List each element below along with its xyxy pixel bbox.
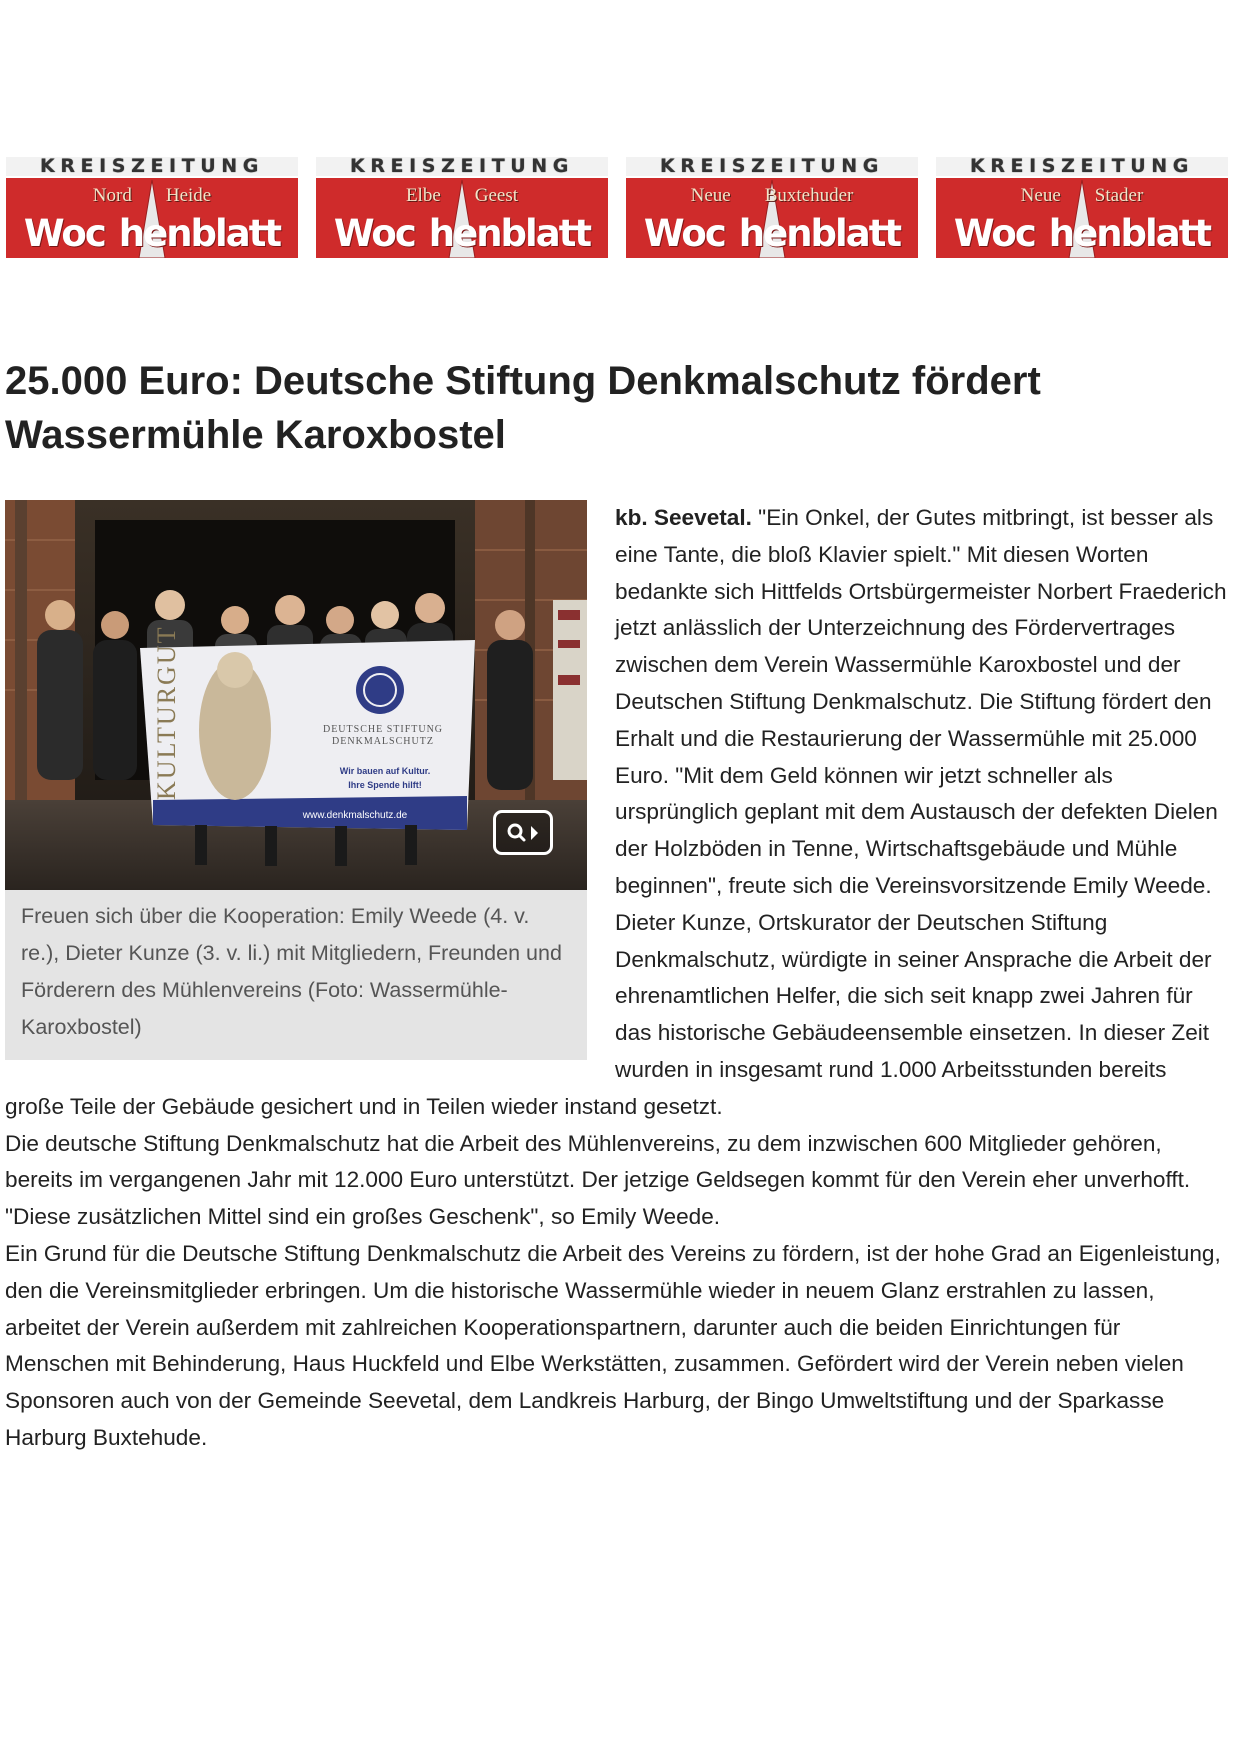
logo-region-left: Elbe: [405, 185, 441, 206]
banner-vertical-text: KULTURGUT: [152, 625, 181, 800]
article-dateline: kb. Seevetal.: [615, 505, 752, 530]
banner-slogan-line-2: Ihre Spende hilft!: [348, 780, 422, 790]
logo-elbe-geest[interactable]: [316, 157, 608, 258]
banner-name-line-1: DEUTSCHE STIFTUNG: [322, 724, 444, 735]
zoom-button[interactable]: [493, 810, 553, 855]
article-paragraph-3: Ein Grund für die Deutsche Stiftung Denkmalschutz die Arbeit des Vereins zu fördern, ist der hohe Grad an Eigenleistung, den die Vereinsmitglieder erbringen. Um die historische Wassermühle wieder in neuem Glanz erstrahlen zu lassen, arbeitet der Verein außerdem mit zahlreichen Kooperationspartnern, darunter auch die beiden Einrichtungen für Menschen mit Behinderung, Haus Huckfeld und Elbe Werkstätten, zusammen. Gefördert wird der Verein neben vielen Sponsoren auch von der Gemeinde Seevetal, dem Landkreis Harburg, der Bingo Umweltstiftung und der Sparkasse Harburg Buxtehude.: [5, 1240, 1221, 1450]
logo-region-right: Stader: [1094, 185, 1144, 206]
logo-word-right: henblatt: [738, 212, 901, 255]
logo-region-left: Neue: [1020, 185, 1061, 206]
logo-word-left: Woc: [333, 212, 415, 255]
logo-word-right: henblatt: [428, 212, 591, 255]
logo-word-left: Woc: [953, 212, 1035, 255]
logo-region-right: Heide: [165, 185, 212, 206]
logo-word-right: henblatt: [118, 212, 281, 255]
article-paragraph-2: Die deutsche Stiftung Denkmalschutz hat die Arbeit des Mühlenvereins, zu dem inzwischen 600 Mitglieder gehören, bereits im vergangenen Jahr mit 12.000 Euro unterstützt. Der jetzige Geldsegen kommt für den Verein eher unverhofft. "Diese zusätzlichen Mittel sind ein großes Geschenk", so Emily Weede.: [5, 1130, 1191, 1230]
magnifier-play-icon: [506, 822, 542, 844]
logo-word-right: henblatt: [1048, 212, 1211, 255]
logo-red-block: [936, 178, 1228, 258]
banner-name-line-2: DENKMALSCHUTZ: [332, 736, 434, 747]
logo-word-left: Woc: [643, 212, 725, 255]
logo-region-left: Neue: [690, 185, 731, 206]
photo-caption: Freuen sich über die Kooperation: Emily Weede (4. v. re.), Dieter Kunze (3. v. li.) mit Mitgliedern, Freunden und Förderern des Mühlenvereins (Foto: Wassermühle-Karoxbostel): [21, 904, 562, 1039]
logo-red-block: [6, 178, 298, 258]
article-figure: [5, 500, 587, 1060]
logo-red-block: [626, 178, 918, 258]
banner-url: www.denkmalschutz.de: [302, 810, 408, 821]
logo-neue-buxtehuder[interactable]: [626, 157, 918, 258]
article-photo[interactable]: [5, 500, 587, 890]
logo-kreiszeitung-text: KREISZEITUNG: [936, 157, 1228, 176]
article-headline: 25.000 Euro: Deutsche Stiftung Denkmalschutz fördert Wassermühle Karoxbostel: [5, 359, 1041, 457]
logo-kreiszeitung-text: KREISZEITUNG: [6, 157, 298, 176]
logo-region-left: Nord: [92, 185, 132, 206]
article-paragraph-1-text: "Ein Onkel, der Gutes mitbringt, ist besser als eine Tante, die bloß Klavier spielt." Mit diesen Worten bedankte sich Hittfelds Ortsbürgermeister Norbert Fraederich jetzt anlässlich der Unterzeichnung des Fördervertrages zwischen dem Verein Wassermühle Karoxbostel und der Deutschen Stiftung Denkmalschutz. Die Stiftung fördert den Erhalt und die Restaurierung der Wassermühle mit 25.000 Euro. "Mit dem Geld können wir jetzt schneller als ursprünglich geplant mit dem Austausch der defekten Dielen der Holzböden in Tenne, Wirtschaftsgebäude und Mühle beginnen", freute sich die Vereinsvorsitzende Emily Weede. Dieter Kunze, Ortskurator der Deutschen Stiftung Denkmalschutz, würdigte in seiner Ansprache die Arbeit der ehrenamtlichen Helfer, die sich seit knapp zwei Jahren für das historische Gebäudeensemble einsetzen. In dieser Zeit wurden in insgesamt rund 1.000 Arbeitsstunden bereits große Teile der Gebäude gesichert und in Teilen wieder instand gesetzt.: [5, 505, 1227, 1119]
logo-kreiszeitung-text: KREISZEITUNG: [316, 157, 608, 176]
logo-neue-stader[interactable]: [936, 157, 1228, 258]
logo-red-block: [316, 178, 608, 258]
logo-nord-heide[interactable]: [6, 157, 298, 258]
masthead-logos: [6, 157, 1228, 258]
logo-word-left: Woc: [23, 212, 105, 255]
banner-slogan-line-1: Wir bauen auf Kultur.: [339, 766, 431, 776]
article-body: [5, 500, 1230, 1457]
logo-region-right: Geest: [474, 185, 519, 206]
logo-kreiszeitung-text: KREISZEITUNG: [626, 157, 918, 176]
logo-region-right: Buxtehuder: [764, 185, 854, 206]
